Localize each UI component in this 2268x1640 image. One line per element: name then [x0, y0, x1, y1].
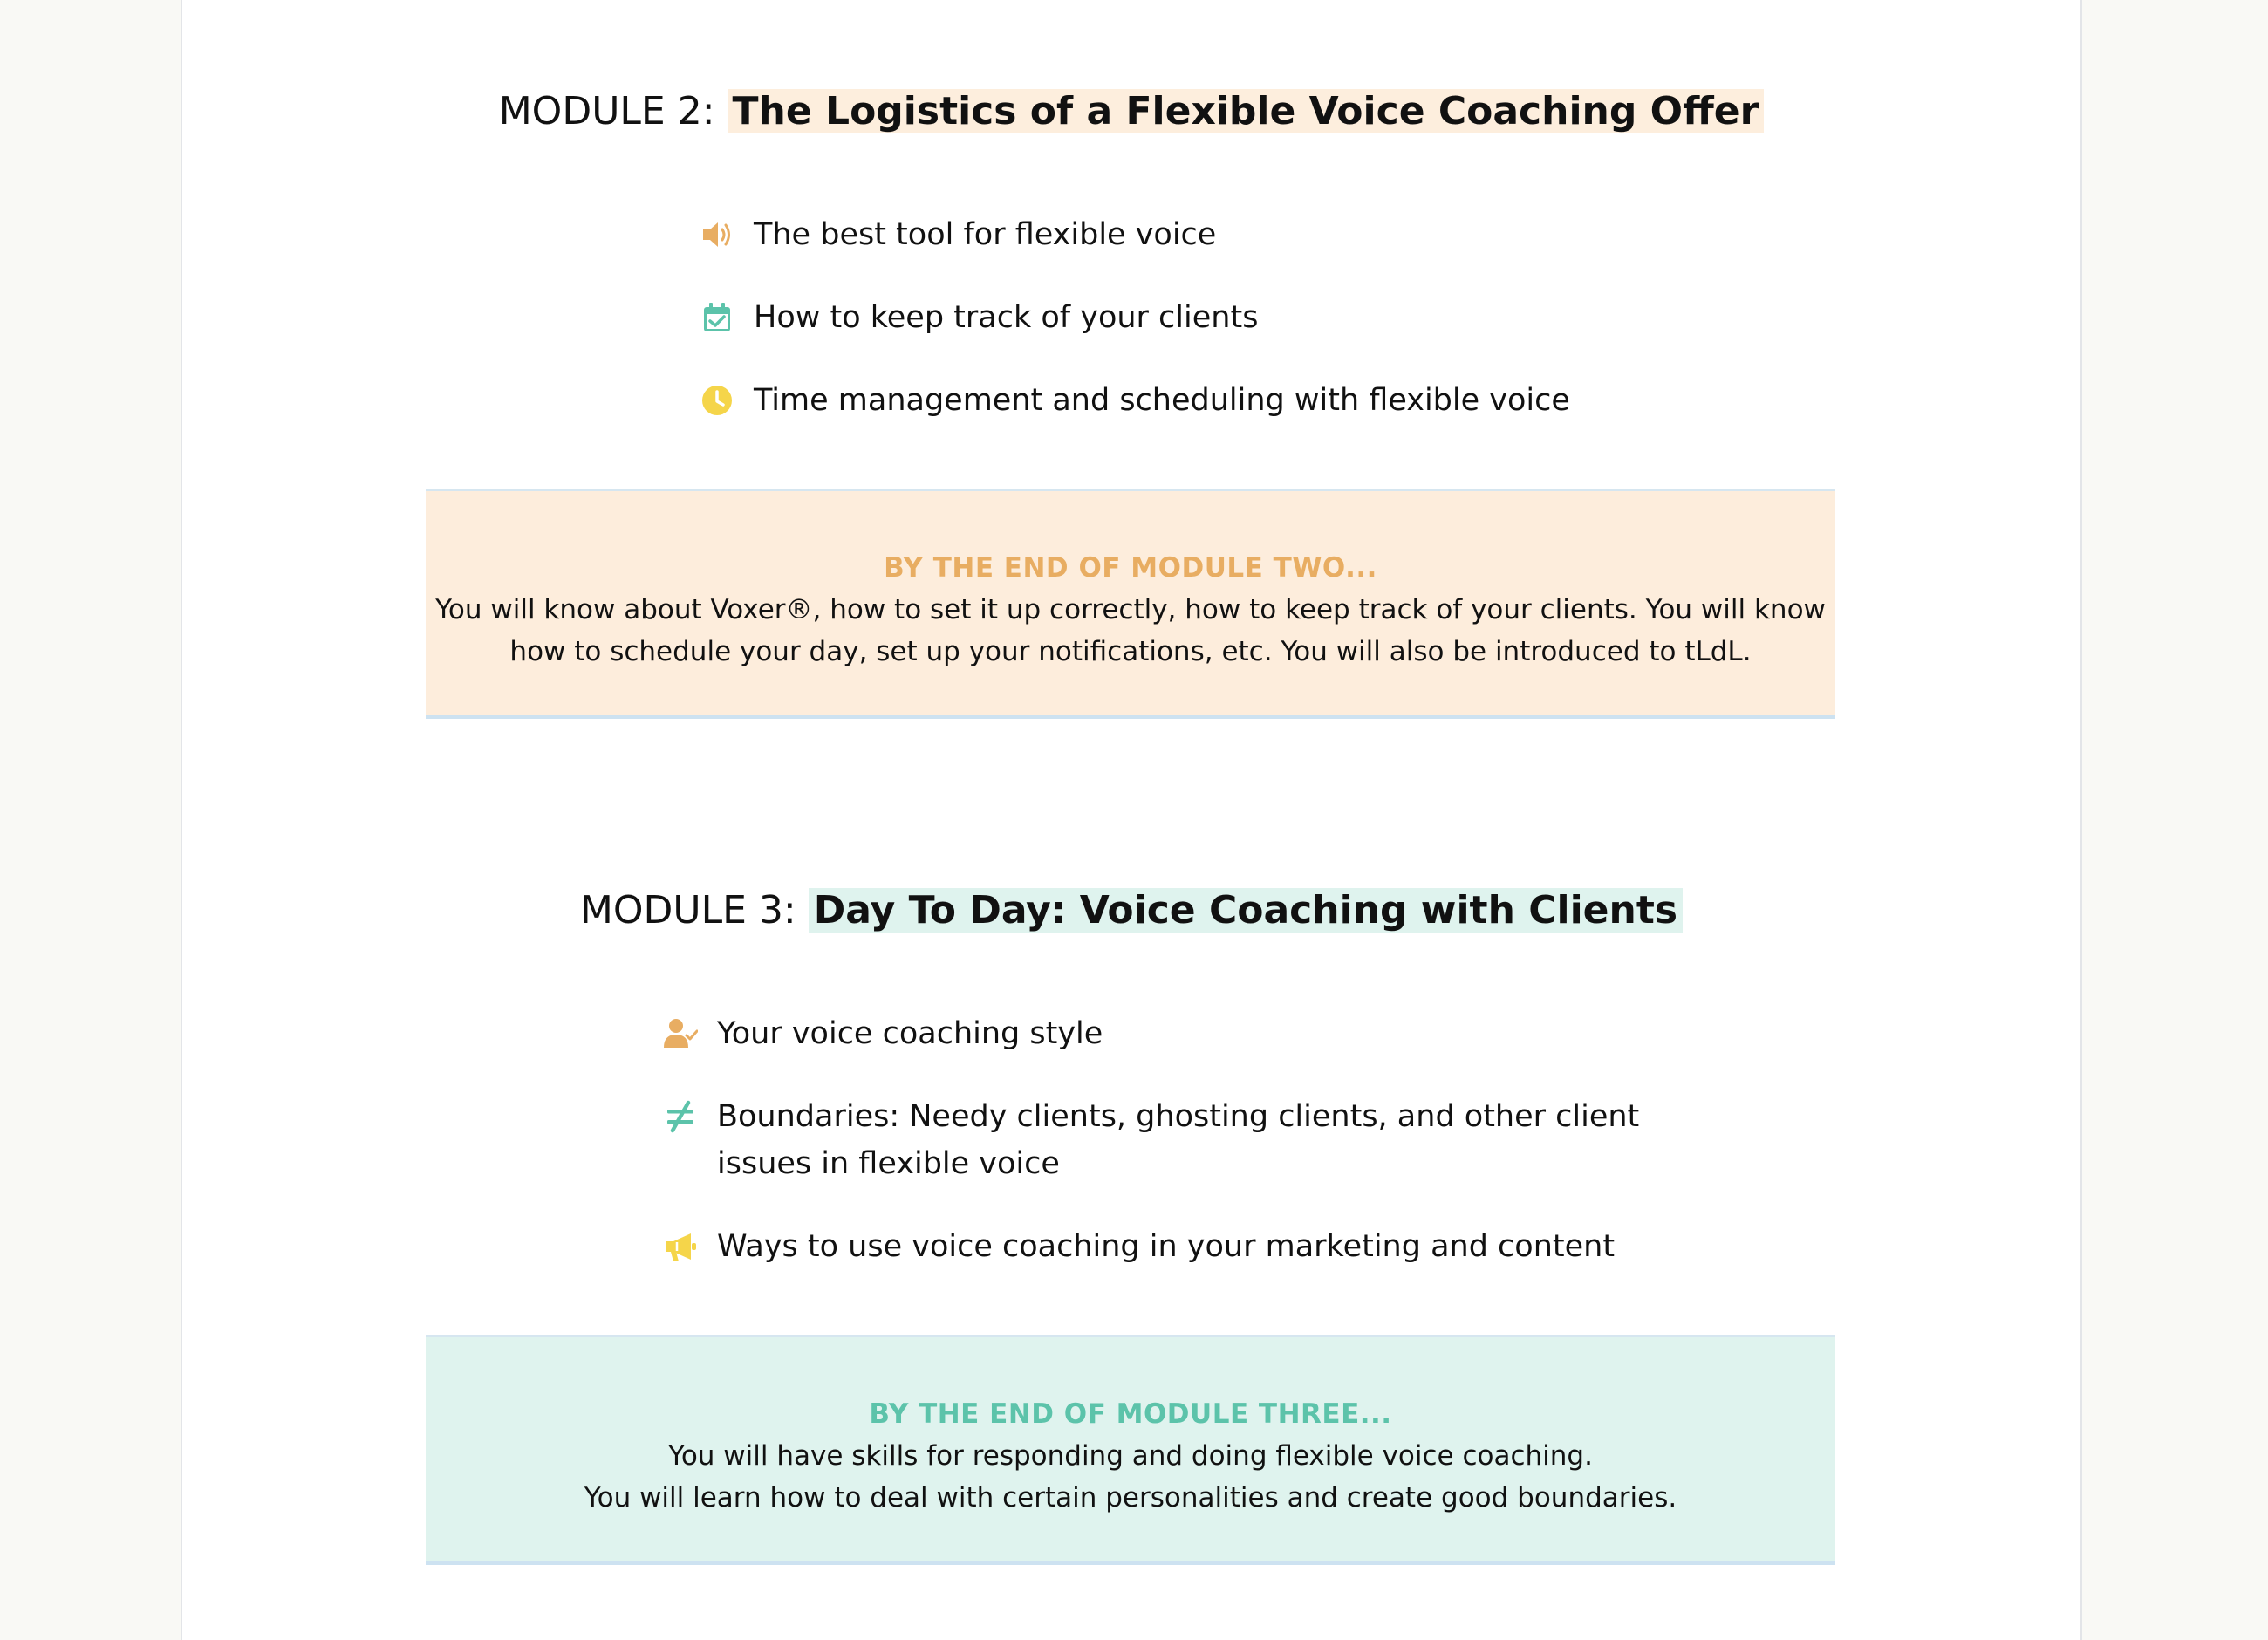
module-2-topic-list: [700, 211, 1570, 424]
module-2-callout-line-2: how to schedule your day, set up your notifications, etc. You will also be introduced to tLdL.: [509, 636, 1752, 667]
module-2-callout: [426, 489, 1835, 719]
module-3-prefix: MODULE 3:: [579, 888, 796, 933]
megaphone-icon: [663, 1229, 698, 1264]
module-3-topic-2-line-1: Boundaries: Needy clients, ghosting clients, and other client: [717, 1099, 1640, 1134]
module-3-topic-3: [663, 1223, 1639, 1270]
user-check-icon: [663, 1016, 698, 1051]
module-3-callout-line-1: You will have skills for responding and doing flexible voice coaching.: [668, 1440, 1593, 1472]
module-2-name: The Logistics of a Flexible Voice Coaching Offer: [728, 89, 1765, 133]
not-equal-icon: [663, 1099, 698, 1134]
module-2-callout-heading: BY THE END OF MODULE TWO...: [884, 552, 1377, 584]
course-page: [181, 0, 2082, 1640]
module-3-topic-1: [663, 1010, 1639, 1057]
module-2-prefix: MODULE 2:: [498, 89, 715, 133]
module-2-topic-3-text: Time management and scheduling with flexible voice: [754, 383, 1570, 418]
module-2-callout-line-1: You will know about Voxer®, how to set it up correctly, how to keep track of your clients. You will know: [435, 594, 1826, 625]
module-3-title: [182, 885, 2080, 937]
module-2-topic-1: [700, 211, 1570, 258]
module-2-topic-2: [700, 294, 1570, 341]
module-3-callout-heading: BY THE END OF MODULE THREE...: [869, 1398, 1392, 1430]
speaker-icon: [700, 217, 734, 252]
module-3-topic-2-line-2: issues in flexible voice: [717, 1146, 1060, 1181]
module-2-topic-1-text: The best tool for flexible voice: [754, 217, 1217, 252]
module-2-title: [182, 85, 2080, 138]
module-3-topic-3-text: Ways to use voice coaching in your marketing and content: [717, 1229, 1616, 1264]
calendar-check-icon: [700, 300, 734, 335]
module-3-callout: [426, 1335, 1835, 1565]
module-2-topic-3: [700, 377, 1570, 424]
module-3-topic-1-text: Your voice coaching style: [717, 1016, 1103, 1051]
module-3-topic-2: [663, 1093, 1639, 1187]
module-3-topic-list: [663, 1010, 1639, 1270]
module-3-name: Day To Day: Voice Coaching with Clients: [809, 888, 1683, 933]
module-2-topic-2-text: How to keep track of your clients: [754, 300, 1259, 335]
module-3-callout-line-2: You will learn how to deal with certain personalities and create good boundaries.: [584, 1482, 1677, 1514]
clock-icon: [700, 383, 734, 418]
